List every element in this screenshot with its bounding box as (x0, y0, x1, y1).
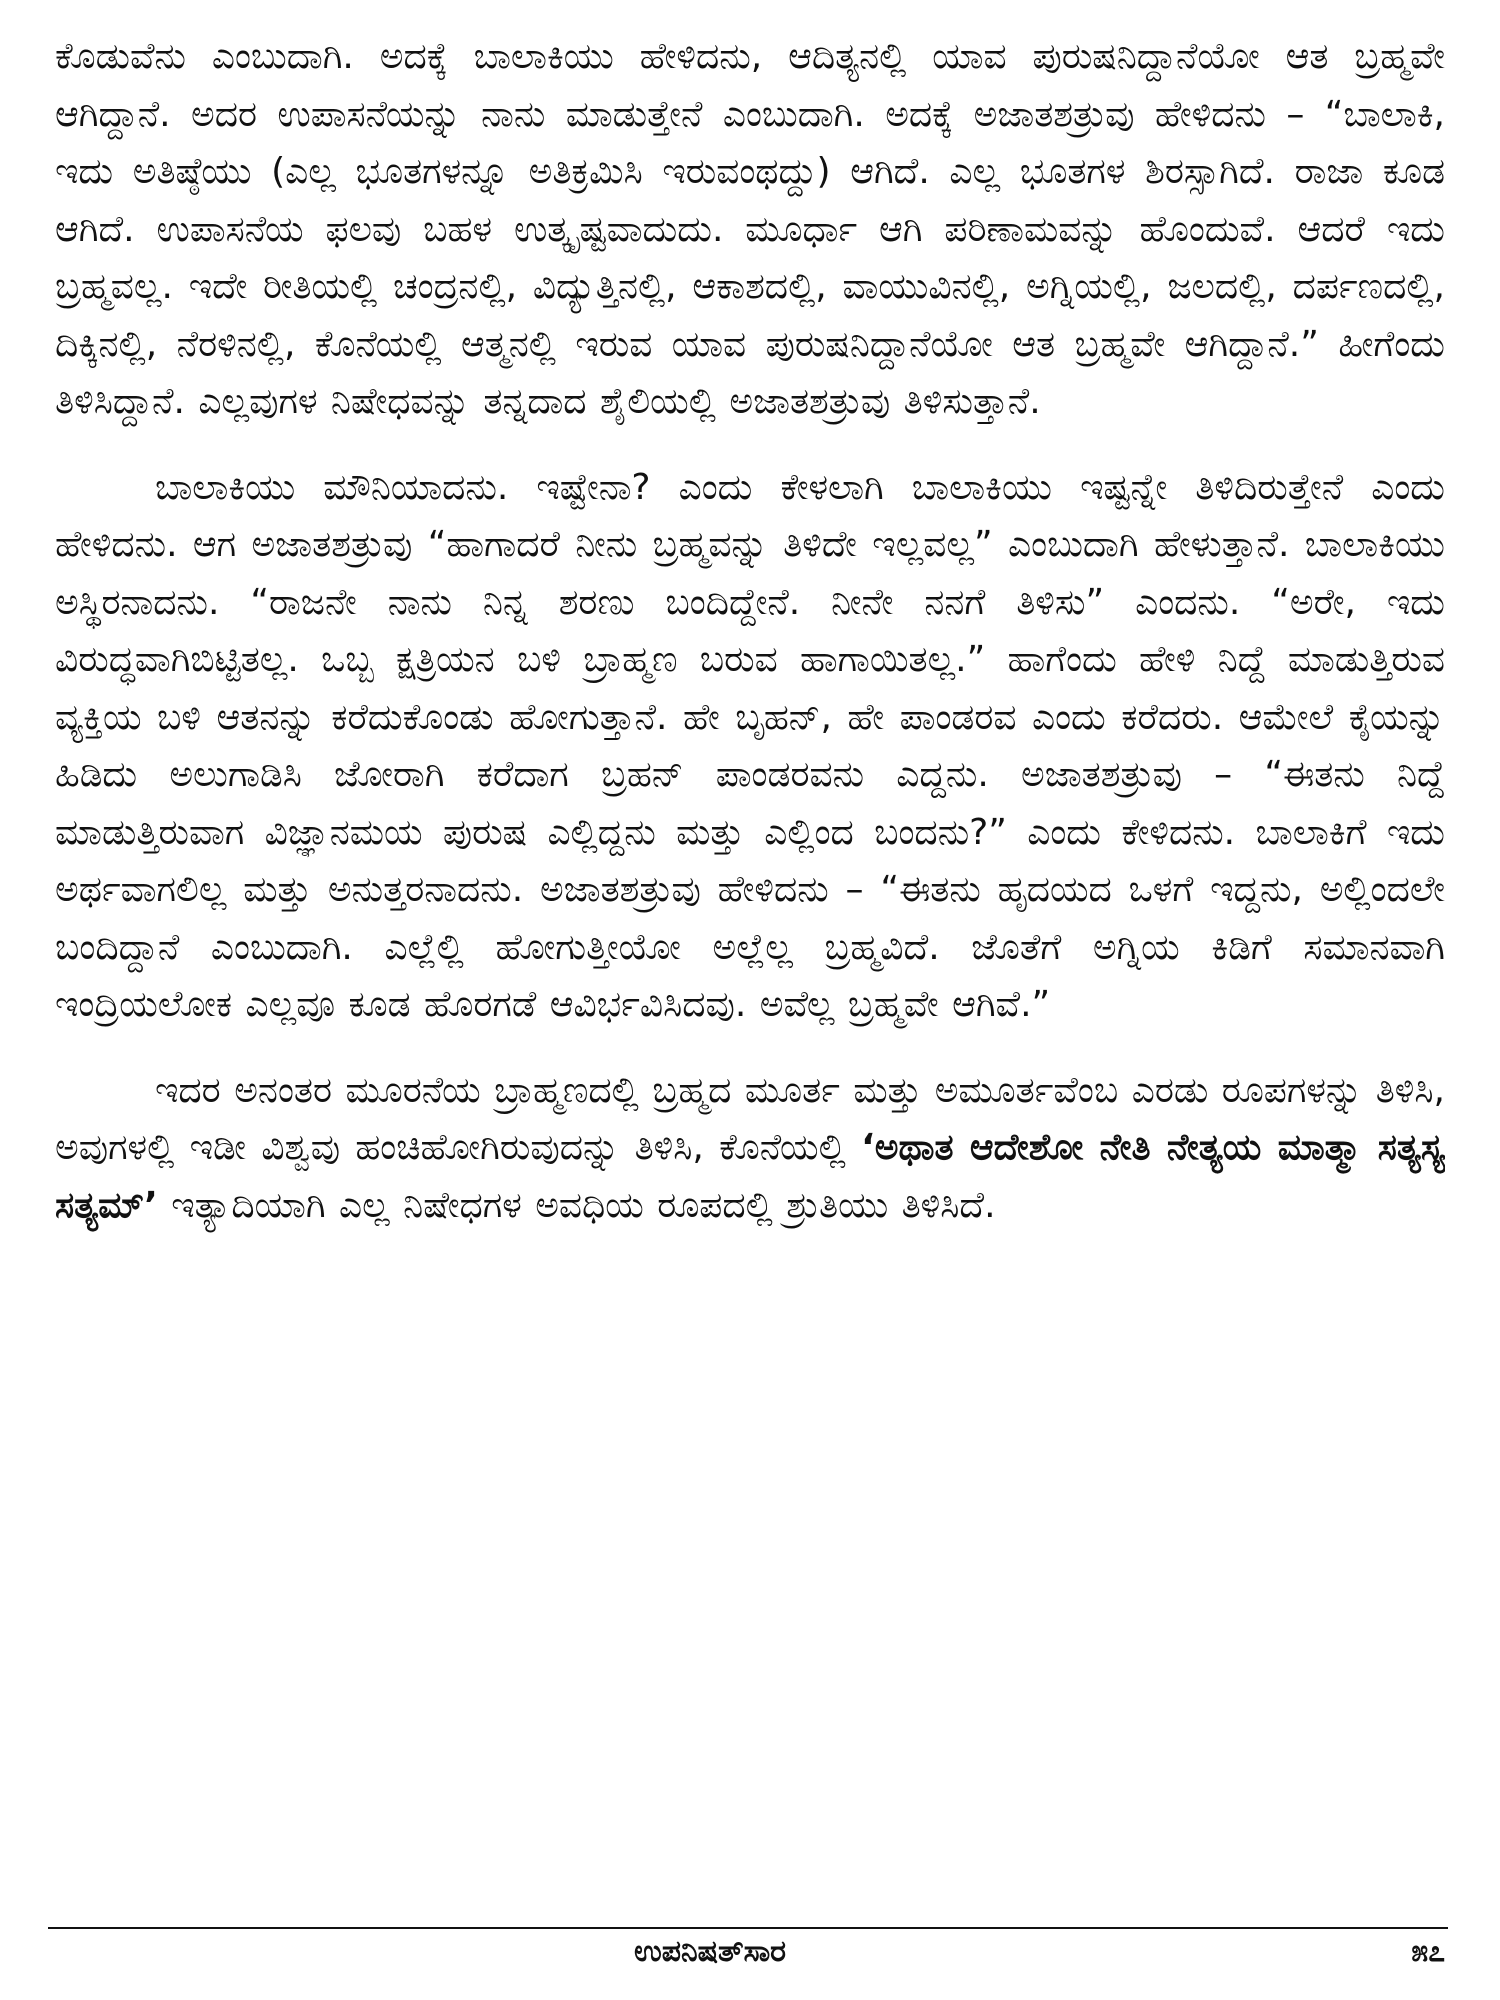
paragraph-1: ಕೊಡುವೆನು ಎಂಬುದಾಗಿ. ಅದಕ್ಕೆ ಬಾಲಾಕಿಯು ಹೇಳಿದನು, ಆದಿತ್ಯನಲ್ಲಿ ಯಾವ ಪುರುಷನಿದ್ದಾನೆಯೋ ಆತ ಬ್ರಹ್ಮವೇ ಆಗಿದ್ದಾನೆ. ಅದರ ಉಪಾಸನೆಯನ್ನು ನಾನು ಮಾಡುತ್ತೇನೆ ಎಂಬುದಾಗಿ. ಅದಕ್ಕೆ ಅಜಾತಶತ್ರುವು ಹೇಳಿದನು – “ಬಾಲಾಕಿ, ಇದು ಅತಿಷ್ಠೆಯು (ಎಲ್ಲ ಭೂತಗಳನ್ನೂ ಅತಿಕ್ರಮಿಸಿ ಇರುವಂಥದ್ದು) ಆಗಿದೆ. ಎಲ್ಲ ಭೂತಗಳ ಶಿರಸ್ಸಾಗಿದೆ. ರಾಜಾ ಕೂಡ ಆಗಿದೆ. ಉಪಾಸನೆಯ ಫಲವು ಬಹಳ ಉತ್ಕೃಷ್ಟವಾದುದು. ಮೂರ್ಧಾ ಆಗಿ ಪರಿಣಾಮವನ್ನು ಹೊಂದುವೆ. ಆದರೆ ಇದು ಬ್ರಹ್ಮವಲ್ಲ. ಇದೇ ರೀತಿಯಲ್ಲಿ ಚಂದ್ರನಲ್ಲಿ, ವಿದ್ಯುತ್ತಿನಲ್ಲಿ, ಆಕಾಶದಲ್ಲಿ, ವಾಯುವಿನಲ್ಲಿ, ಅಗ್ನಿಯಲ್ಲಿ, ಜಲದಲ್ಲಿ, ದರ್ಪಣದಲ್ಲಿ, ದಿಕ್ಕಿನಲ್ಲಿ, ನೆರಳಿನಲ್ಲಿ, ಕೊನೆಯಲ್ಲಿ ಆತ್ಮನಲ್ಲಿ ಇರುವ ಯಾವ ಪುರುಷನಿದ್ದಾನೆಯೋ ಆತ ಬ್ರಹ್ಮವೇ ಆಗಿದ್ದಾನೆ.” ಹೀಗೆಂದು ತಿಳಿಸಿದ್ದಾನೆ. ಎಲ್ಲವುಗಳ ನಿಷೇಧವನ್ನು ತನ್ನದಾದ ಶೈಲಿಯಲ್ಲಿ ಅಜಾತಶತ್ರುವು ತಿಳಿಸುತ್ತಾನೆ. (55, 36, 1445, 422)
page-body (55, 28, 1445, 1908)
paragraph-3-tail: ಇತ್ಯಾದಿಯಾಗಿ ಎಲ್ಲ ನಿಷೇಧಗಳ ಅವಧಿಯ ರೂಪದಲ್ಲಿ ಶ್ರುತಿಯು ತಿಳಿಸಿದೆ. (157, 1184, 996, 1226)
paragraph-3 (55, 1062, 1445, 1235)
paragraph-3-lead: ಇದರ ಅನಂತರ ಮೂರನೆಯ ಬ್ರಾಹ್ಮಣದಲ್ಲಿ ಬ್ರಹ್ಮದ ಮೂರ್ತ ಮತ್ತು ಅಮೂರ್ತವೆಂಬ ಎರಡು ರೂಪಗಳನ್ನು ತಿಳಿಸಿ, ಅವುಗಳಲ್ಲಿ ಇಡೀ ವಿಶ್ವವು ಹಂಚಿಹೋಗಿರುವುದನ್ನು ತಿಳಿಸಿ, ಕೊನೆಯಲ್ಲಿ (55, 1069, 1445, 1168)
footer-book-title: ಉಪನಿಷತ್‌ಸಾರ (633, 1934, 787, 1969)
footer-page-number: ೫೭ (1411, 1934, 1445, 1969)
sanskrit-quote: ‘ಅಥಾತ ಆದೇಶೋ ನೇತಿ ನೇತ್ಯಯ ಮಾತ್ಮಾ ಸತ್ಯಸ್ಯ ಸತ್ಯಮ್’ (55, 1127, 1445, 1226)
paragraph-2: ಬಾಲಾಕಿಯು ಮೌನಿಯಾದನು. ಇಷ್ಟೇನಾ? ಎಂದು ಕೇಳಲಾಗಿ ಬಾಲಾಕಿಯು ಇಷ್ಟನ್ನೇ ತಿಳಿದಿರುತ್ತೇನೆ ಎಂದು ಹೇಳಿದನು. ಆಗ ಅಜಾತಶತ್ರುವು “ಹಾಗಾದರೆ ನೀನು ಬ್ರಹ್ಮವನ್ನು ತಿಳಿದೇ ಇಲ್ಲವಲ್ಲ” ಎಂಬುದಾಗಿ ಹೇಳುತ್ತಾನೆ. ಬಾಲಾಕಿಯು ಅಸ್ಥಿರನಾದನು. “ರಾಜನೇ ನಾನು ನಿನ್ನ ಶರಣು ಬಂದಿದ್ದೇನೆ. ನೀನೇ ನನಗೆ ತಿಳಿಸು” ಎಂದನು. “ಅರೇ, ಇದು ವಿರುದ್ಧವಾಗಿಬಿಟ್ಟಿತಲ್ಲ. ಒಬ್ಬ ಕ್ಷತ್ರಿಯನ ಬಳಿ ಬ್ರಾಹ್ಮಣ ಬರುವ ಹಾಗಾಯಿತಲ್ಲ.” ಹಾಗೆಂದು ಹೇಳಿ ನಿದ್ದೆ ಮಾಡುತ್ತಿರುವ ವ್ಯಕ್ತಿಯ ಬಳಿ ಆತನನ್ನು ಕರೆದುಕೊಂಡು ಹೋಗುತ್ತಾನೆ. ಹೇ ಬೃಹನ್, ಹೇ ಪಾಂಡರವ ಎಂದು ಕರೆದರು. ಆಮೇಲೆ ಕೈಯನ್ನು ಹಿಡಿದು ಅಲುಗಾಡಿಸಿ ಜೋರಾಗಿ ಕರೆದಾಗ ಬ್ರಹನ್ ಪಾಂಡರವನು ಎದ್ದನು. ಅಜಾತಶತ್ರುವು – “ಈತನು ನಿದ್ದೆ ಮಾಡುತ್ತಿರುವಾಗ ವಿಜ್ಞಾನಮಯ ಪುರುಷ ಎಲ್ಲಿದ್ದನು ಮತ್ತು ಎಲ್ಲಿಂದ ಬಂದನು?” ಎಂದು ಕೇಳಿದನು. ಬಾಲಾಕಿಗೆ ಇದು ಅರ್ಥವಾಗಲಿಲ್ಲ ಮತ್ತು ಅನುತ್ತರನಾದನು. ಅಜಾತಶತ್ರುವು ಹೇಳಿದನು – “ಈತನು ಹೃದಯದ ಒಳಗೆ ಇದ್ದನು, ಅಲ್ಲಿಂದಲೇ ಬಂದಿದ್ದಾನೆ ಎಂಬುದಾಗಿ. ಎಲ್ಲೆಲ್ಲಿ ಹೋಗುತ್ತೀಯೋ ಅಲ್ಲೆಲ್ಲ ಬ್ರಹ್ಮವಿದೆ. ಜೊತೆಗೆ ಅಗ್ನಿಯ ಕಿಡಿಗೆ ಸಮಾನವಾಗಿ ಇಂದ್ರಿಯಲೋಕ ಎಲ್ಲವೂ ಕೂಡ ಹೊರಗಡೆ ಆವಿರ್ಭವಿಸಿದವು. ಅವೆಲ್ಲ ಬ್ರಹ್ಮವೇ ಆಗಿವೆ.” (55, 466, 1445, 1025)
footer-divider (48, 1927, 1448, 1929)
